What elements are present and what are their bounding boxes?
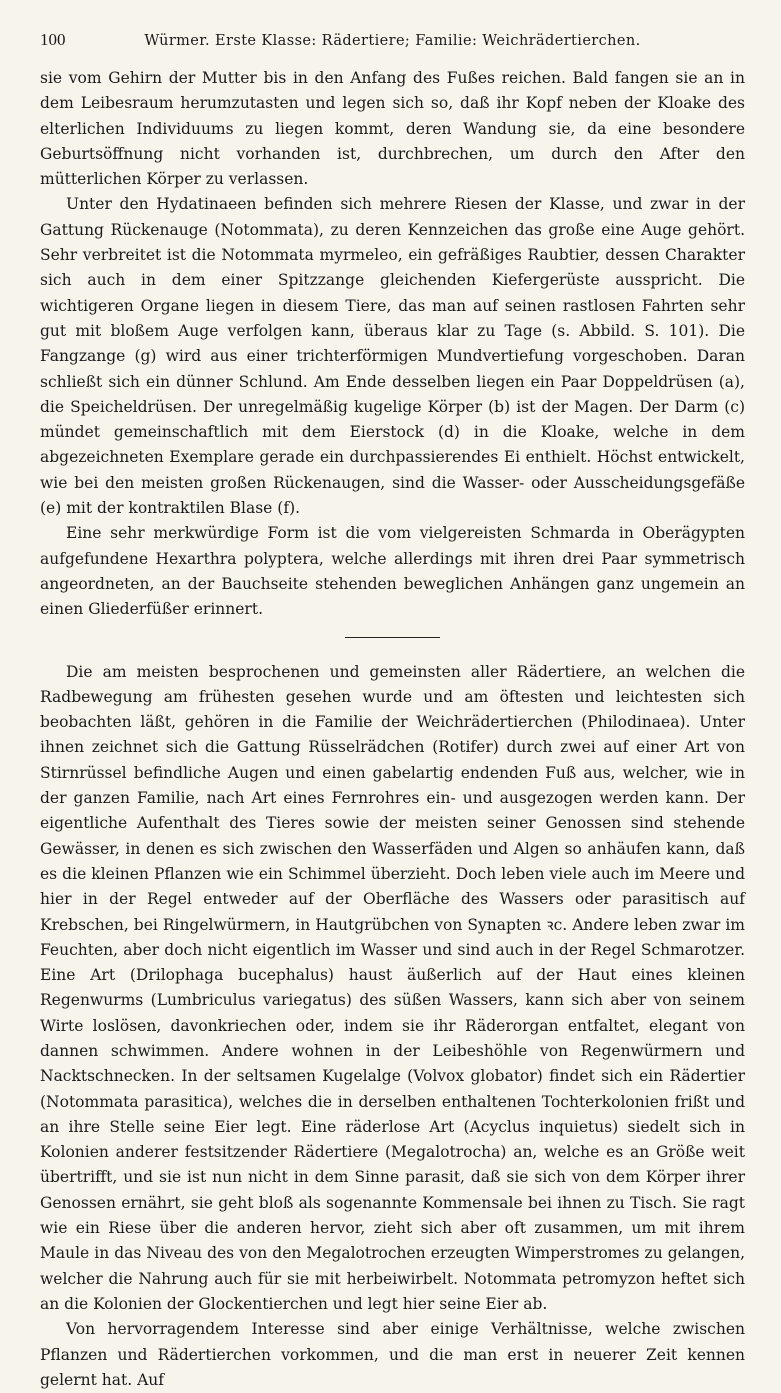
section-two — [40, 660, 745, 1393]
book-page — [40, 30, 745, 1389]
paragraph-continuation: sie vom Gehirn der Mutter bis in den Anfang des Fußes reichen. Bald fangen sie an in dem Leibesraum herumzutasten und legen sich so, daß ihr Kopf neben der Kloake des elterlichen Individuums zu liegen kommt, deren Wandung sie, da eine besondere Geburtsöffnung nicht vorhanden ist, durchbrechen, um durch den After den mütterlichen Körper zu verlassen. — [40, 69, 745, 189]
section-separator-rule — [345, 637, 440, 638]
running-head: Würmer. Erste Klasse: Rädertiere; Familie: Weichrädertierchen. — [144, 33, 641, 49]
section-one — [40, 66, 745, 623]
paragraph-pflanzen: Von hervorragendem Interesse sind aber einige Verhältnisse, welche zwischen Pflanzen und Rädertierchen vorkommen, und die man erst in neuerer Zeit kennen gelernt hat. Auf — [40, 1320, 745, 1389]
page-header — [40, 30, 745, 66]
paragraph-philodinaea: Die am meisten besprochenen und gemeinsten aller Rädertiere, an welchen die Radbewegung am frühesten gesehen wurde und am öftesten und leichtesten sich beobachten läßt, gehören in die Familie der Weichrädertierchen (Philodinaea). Unter ihnen zeichnet sich die Gattung Rüsselrädchen (Rotifer) durch zwei auf einer Art von Stirnrüssel befindliche Augen und einen gabelartig endenden Fuß aus, welcher, wie in der ganzen Familie, nach Art eines Fernrohres ein- und ausgezogen werden kann. Der eigentliche Aufenthalt des Tieres sowie der meisten seiner Genossen sind stehende Gewässer, in denen es sich zwischen den Wasserfäden und Algen so anhäufen kann, daß es die kleinen Pflanzen wie ein Schimmel überzieht. Doch leben viele auch im Meere und hier in der Regel entweder auf der Oberfläche des Wassers oder parasitisch auf Krebschen, bei Ringelwürmern, in Hautgrübchen von Synapten ꝛc. Andere leben zwar im Feuchten, aber doch nicht eigentlich im Wasser und sind auch in der Regel Schmarotzer. Eine Art (Drilophaga bucephalus) haust äußerlich auf der Haut eines kleinen Regenwurms (Lumbriculus variegatus) des süßen Wassers, kann sich aber von seinem Wirte loslösen, davonkriechen oder, indem sie ihr Räderorgan entfaltet, elegant von dannen schwimmen. Andere wohnen in der Leibeshöhle von Regenwürmern und Nacktschnecken. In der seltsamen Kugelalge (Volvox globator) findet sich ein Rädertier (Notommata parasitica), welches die in derselben enthaltenen Tochterkolonien frißt und an ihre Stelle seine Eier legt. Eine räderlose Art (Acyclus inquietus) siedelt sich in Kolonien anderer festsitzender Rädertiere (Megalotrocha) an, welche es an Größe weit übertrifft, und sie ist nun nicht in dem Sinne parasit, daß sie sich von dem Körper ihrer Genossen ernährt, sie geht bloß als sogenannte Kommensale bei ihnen zu Tisch. Sie ragt wie ein Riese über die anderen hervor, zieht sich aber oft zusammen, um mit ihrem Maule in das Niveau des von den Megalotrochen erzeugten Wimperstromes zu gelangen, welcher die Nahrung auch für sie mit herbeiwirbelt. Notommata petromyzon heftet sich an die Kolonien der Glockentierchen und legt hier seine Eier ab. — [40, 662, 745, 1313]
page-number: 100 — [40, 30, 66, 49]
paragraph-hexarthra: Eine sehr merkwürdige Form ist die vom vielgereisten Schmarda in Oberägypten aufgefundene Hexarthra polyptera, welche allerdings mit ihren drei Paar symmetrisch angeordneten, an der Bauchseite stehenden beweglichen Anhängen ganz ungemein an einen Gliederfüßer erinnert. — [40, 524, 745, 619]
paragraph-hydatinaeen: Unter den Hydatinaeen befinden sich mehrere Riesen der Klasse, und zwar in der Gattung Rückenauge (Notommata), zu deren Kennzeichen das große eine Auge gehört. Sehr verbreitet ist die Notommata myrmeleo, ein gefräßiges Raubtier, dessen Charakter sich auch in dem einer Spitzzange gleichenden Kiefergerüste ausspricht. Die wichtigeren Organe liegen in diesem Tiere, das man auf seinen rastlosen Fahrten sehr gut mit bloßem Auge verfolgen kann, überaus klar zu Tage (s. Abbild. S. 101). Die Fangzange (g) wird aus einer trichterförmigen Mundvertiefung vorgeschoben. Daran schließt sich ein dünner Schlund. Am Ende desselben liegen ein Paar Doppeldrüsen (a), die Speicheldrüsen. Der unregelmäßig kugelige Körper (b) ist der Magen. Der Darm (c) mündet gemeinschaftlich mit dem Eierstock (d) in die Kloake, welche in dem abgezeichneten Exemplare gerade ein durchpassierendes Ei enthielt. Höchst entwickelt, wie bei den meisten großen Rückenaugen, sind die Wasser- oder Ausscheidungsgefäße (e) mit der kontraktilen Blase (f). — [40, 195, 745, 518]
